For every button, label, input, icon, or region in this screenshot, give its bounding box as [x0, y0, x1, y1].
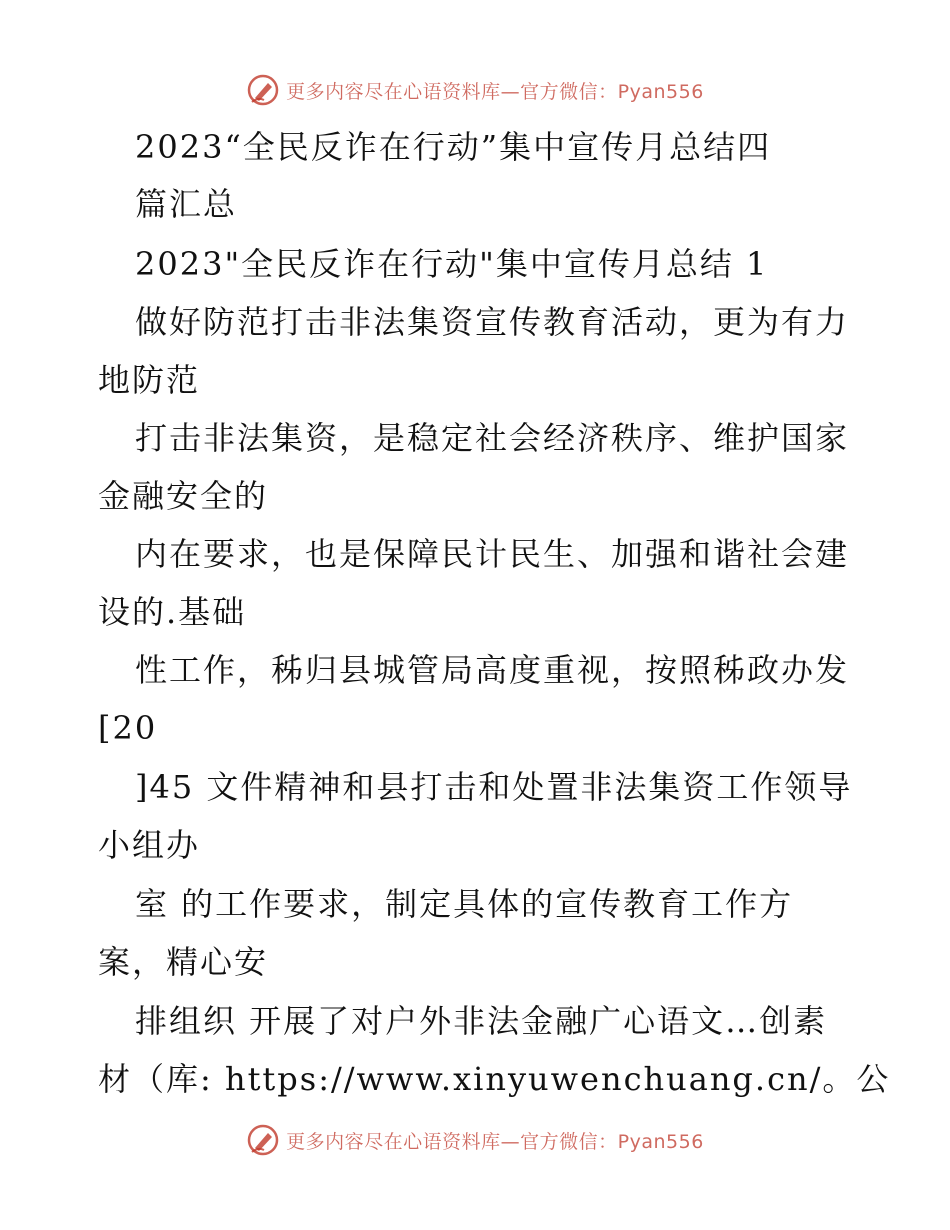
paragraph-line: 地防范	[98, 361, 201, 399]
paragraph-line: 案，精心安	[98, 943, 269, 981]
section-heading: 2023"全民反诈在行动"集中宣传月总结 1	[135, 245, 769, 283]
paragraph-line: 性工作，秭归县城管局高度重视，按照秭政办发	[135, 651, 850, 689]
paragraph-line: 内在要求，也是保障民计民生、加强和谐社会建	[135, 535, 850, 573]
footer-watermark-text: 更多内容尽在心语资料库—官方微信：Pyan556	[286, 1130, 704, 1153]
paragraph-line: 室 的工作要求，制定具体的宣传教育工作方	[135, 885, 794, 923]
paragraph-line: ]45 文件精神和县打击和处置非法集资工作领导	[135, 768, 853, 806]
pen-logo-icon	[246, 1123, 280, 1157]
paragraph-line: 材（库: https://www.xinyuwenchuang.cn/。公	[98, 1060, 891, 1098]
paragraph-line: 做好防范打击非法集资宣传教育活动，更为有力	[135, 303, 850, 341]
paragraph-line: 排组织 开展了对户外非法金融广心语文…创素	[135, 1002, 828, 1040]
paragraph-line: 小组办	[98, 826, 201, 864]
paragraph-line: [20	[98, 709, 158, 747]
footer-watermark-banner	[0, 1120, 950, 1160]
pen-logo-icon	[246, 73, 280, 107]
document-title-line-1: 2023“全民反诈在行动”集中宣传月总结四	[135, 128, 772, 166]
header-watermark-text: 更多内容尽在心语资料库—官方微信：Pyan556	[286, 80, 704, 103]
header-watermark-banner	[0, 70, 950, 110]
paragraph-line: 金融安全的	[98, 477, 269, 515]
document-title-line-2: 篇汇总	[135, 185, 238, 223]
paragraph-line: 设的.基础	[98, 593, 247, 631]
paragraph-line: 打击非法集资，是稳定社会经济秩序、维护国家	[135, 419, 850, 457]
